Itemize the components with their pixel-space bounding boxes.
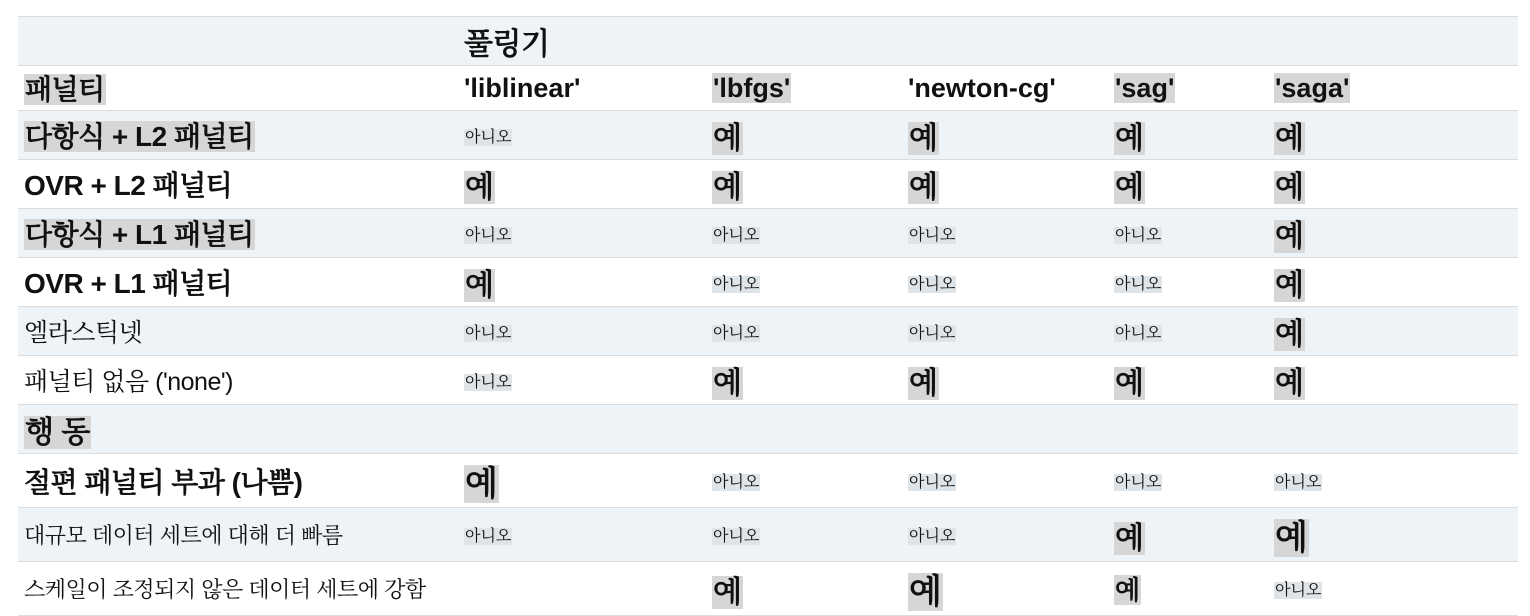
- cell-value: 아니오: [713, 528, 760, 545]
- cell-lbfgs: [706, 356, 902, 405]
- table-row: [18, 454, 1518, 508]
- cell-sag: [1108, 508, 1268, 562]
- cell-saga: [1268, 307, 1518, 356]
- cell-lbfgs: [706, 508, 902, 562]
- cell-lbfgs: [706, 562, 902, 616]
- row-label: [18, 258, 458, 307]
- cell-newton-cg: [902, 508, 1108, 562]
- cell-value: 예: [713, 575, 742, 609]
- cell-lbfgs: [706, 307, 902, 356]
- row-label-text: 대규모 데이터 세트에 대해 더 빠름: [24, 523, 343, 548]
- cell-value: 아니오: [1275, 474, 1322, 491]
- cell-value: 아니오: [909, 528, 956, 545]
- cell-sag: [1108, 160, 1268, 209]
- cell-value: 예: [909, 171, 938, 204]
- cell-value: 아니오: [465, 324, 512, 342]
- cell-value: 아니오: [1115, 474, 1162, 491]
- cell-newton-cg: [902, 160, 1108, 209]
- row-label-text: 패널티 없음 ('none'): [24, 368, 233, 396]
- table-row: [18, 209, 1518, 258]
- column-header-saga: [1268, 66, 1518, 111]
- cell-value: 예: [1275, 220, 1304, 253]
- table-row: [18, 111, 1518, 160]
- column-header-liblinear: [458, 66, 706, 111]
- cell-value: 아니오: [909, 226, 956, 244]
- cell-value: 예: [1275, 269, 1304, 302]
- cell-liblinear: [458, 454, 706, 508]
- cell-saga: [1268, 209, 1518, 258]
- cell-value: 아니오: [713, 324, 760, 342]
- cell-value: 아니오: [1115, 324, 1162, 342]
- cell-saga: [1268, 111, 1518, 160]
- group-header-label: 풀링기: [464, 28, 550, 61]
- cell-liblinear: [458, 562, 706, 616]
- cell-newton-cg: [902, 454, 1108, 508]
- row-label-text: 다항식 + L1 패널티: [25, 219, 254, 250]
- column-header-newton-cg: [902, 66, 1108, 111]
- cell-value: 예: [1275, 367, 1304, 400]
- cell-value: 예: [1275, 171, 1304, 204]
- cell-saga: [1268, 508, 1518, 562]
- table-row: [18, 307, 1518, 356]
- row-label: [18, 454, 458, 508]
- cell-liblinear: [458, 258, 706, 307]
- solver-comparison-table-page: [0, 16, 1530, 611]
- table-header-row: [18, 66, 1518, 111]
- row-label: [18, 160, 458, 209]
- cell-value: 예: [909, 573, 942, 611]
- cell-sag: [1108, 356, 1268, 405]
- cell-lbfgs: [706, 111, 902, 160]
- cell-value: 예: [909, 122, 938, 155]
- cell-newton-cg: [902, 111, 1108, 160]
- column-header-liblinear-label: 'liblinear': [464, 72, 581, 103]
- column-header-lbfgs-label: 'lbfgs': [713, 72, 791, 103]
- cell-value: 아니오: [465, 226, 512, 244]
- cell-sag: [1108, 111, 1268, 160]
- cell-newton-cg: [902, 209, 1108, 258]
- cell-value: 예: [713, 122, 742, 155]
- cell-value: 아니오: [713, 226, 760, 244]
- column-header-penalty-label: 패널티: [25, 74, 105, 105]
- row-label: [18, 111, 458, 160]
- section-header-cell: [18, 405, 1518, 454]
- cell-value: 예: [713, 367, 742, 400]
- cell-value: 아니오: [465, 128, 512, 146]
- group-header-empty-cell: [18, 17, 458, 66]
- row-label: [18, 356, 458, 405]
- row-label: [18, 508, 458, 562]
- cell-value: 예: [465, 171, 494, 204]
- cell-value: 아니오: [713, 474, 760, 491]
- cell-newton-cg: [902, 307, 1108, 356]
- cell-lbfgs: [706, 209, 902, 258]
- cell-liblinear: [458, 307, 706, 356]
- cell-value: 예: [1115, 367, 1144, 400]
- cell-lbfgs: [706, 160, 902, 209]
- cell-saga: [1268, 454, 1518, 508]
- cell-newton-cg: [902, 258, 1108, 307]
- cell-value: 아니오: [909, 324, 956, 342]
- cell-value: 예: [465, 465, 498, 503]
- column-header-newton-cg-label: 'newton-cg': [908, 72, 1056, 103]
- cell-value: 아니오: [465, 373, 512, 391]
- cell-lbfgs: [706, 258, 902, 307]
- cell-saga: [1268, 160, 1518, 209]
- table-row: [18, 562, 1518, 616]
- cell-newton-cg: [902, 356, 1108, 405]
- column-header-sag-label: 'sag': [1115, 72, 1175, 103]
- column-header-sag: [1108, 66, 1268, 111]
- row-label-text: OVR + L1 패널티: [24, 268, 233, 299]
- row-label-text: 다항식 + L2 패널티: [25, 121, 254, 152]
- cell-liblinear: [458, 209, 706, 258]
- cell-liblinear: [458, 356, 706, 405]
- cell-newton-cg: [902, 562, 1108, 616]
- cell-value: 예: [1275, 318, 1304, 351]
- table-row-section-header: [18, 405, 1518, 454]
- cell-value: 예: [909, 367, 938, 400]
- cell-value: 아니오: [465, 528, 512, 545]
- cell-sag: [1108, 258, 1268, 307]
- row-label: [18, 562, 458, 616]
- cell-value: 예: [465, 269, 494, 302]
- group-header-cell: [458, 17, 1518, 66]
- cell-saga: [1268, 562, 1518, 616]
- cell-value: 아니오: [713, 275, 760, 293]
- table-row: [18, 356, 1518, 405]
- column-header-lbfgs: [706, 66, 902, 111]
- cell-value: 예: [1115, 122, 1144, 155]
- row-label: [18, 209, 458, 258]
- table-row: [18, 508, 1518, 562]
- row-label-text: 스케일이 조정되지 않은 데이터 세트에 강함: [24, 577, 426, 602]
- section-header-label: 행 동: [25, 416, 90, 449]
- row-label-text: 엘라스틱넷: [24, 319, 143, 347]
- cell-sag: [1108, 209, 1268, 258]
- row-label: [18, 307, 458, 356]
- cell-value: 아니오: [1275, 582, 1322, 599]
- cell-liblinear: [458, 111, 706, 160]
- column-header-saga-label: 'saga': [1275, 72, 1350, 103]
- row-label-text: OVR + L2 패널티: [24, 170, 233, 201]
- cell-value: 아니오: [1115, 275, 1162, 293]
- row-label-text: 절편 패널티 부과 (나쁨): [24, 466, 303, 498]
- cell-saga: [1268, 258, 1518, 307]
- cell-sag: [1108, 454, 1268, 508]
- cell-value: 아니오: [909, 275, 956, 293]
- cell-value: 예: [1115, 575, 1141, 605]
- cell-value: 예: [1115, 521, 1144, 555]
- cell-value: 예: [1275, 519, 1308, 557]
- cell-sag: [1108, 307, 1268, 356]
- table-row-group-header: [18, 17, 1518, 66]
- table-row: [18, 160, 1518, 209]
- cell-value: 예: [713, 171, 742, 204]
- cell-liblinear: [458, 508, 706, 562]
- cell-value: 아니오: [1115, 226, 1162, 244]
- cell-lbfgs: [706, 454, 902, 508]
- cell-saga: [1268, 356, 1518, 405]
- cell-value: 아니오: [909, 474, 956, 491]
- column-header-penalty: [18, 66, 458, 111]
- cell-value: 예: [1115, 171, 1144, 204]
- cell-sag: [1108, 562, 1268, 616]
- cell-value: 예: [1275, 122, 1304, 155]
- cell-liblinear: [458, 160, 706, 209]
- solver-comparison-table: [18, 16, 1518, 616]
- table-row: [18, 258, 1518, 307]
